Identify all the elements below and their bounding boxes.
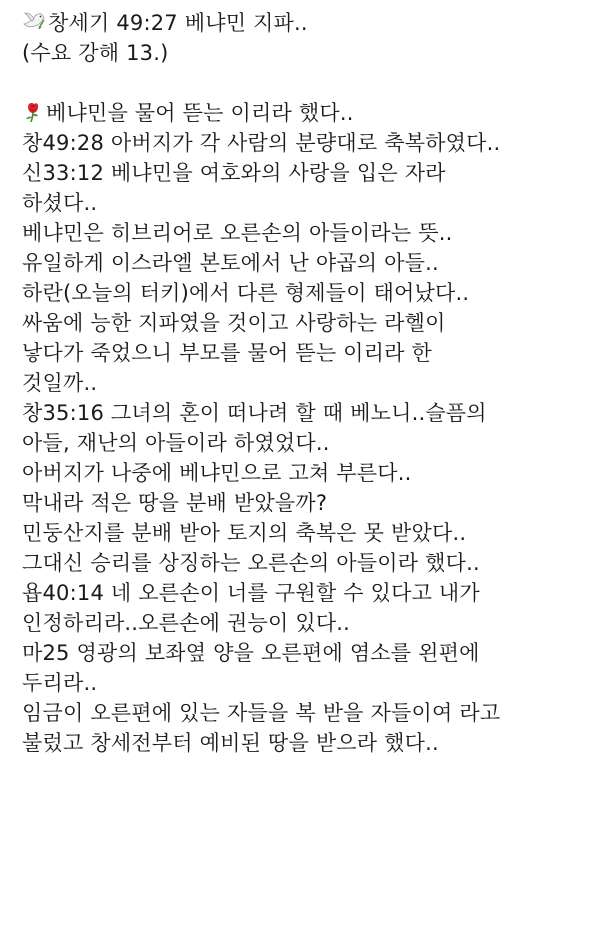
note-line <box>22 698 588 728</box>
note-line <box>22 338 588 368</box>
note-line-text: 욥40:14 네 오른손이 너를 구원할 수 있다고 내가 <box>22 581 480 605</box>
note-line-text: 불렀고 창세전부터 예비된 땅을 받으라 했다.. <box>22 731 439 755</box>
note-line-text: 마25 영광의 보좌옆 양을 오른편에 염소를 왼편에 <box>22 641 480 665</box>
dove-icon <box>22 11 46 33</box>
note-line <box>22 728 588 758</box>
note-line <box>22 668 588 698</box>
note-line <box>22 8 588 38</box>
note-line-text: 낳다가 죽었으니 부모를 물어 뜯는 이리라 한 <box>22 341 432 365</box>
note-line-text: 유일하게 이스라엘 본토에서 난 야곱의 아들.. <box>22 251 439 275</box>
note-line-text: 두리라.. <box>22 671 98 695</box>
note-line <box>22 248 588 278</box>
note-line-text: 민둥산지를 분배 받아 토지의 축복은 못 받았다.. <box>22 521 467 545</box>
note-line-text: 베냐민은 히브리어로 오른손의 아들이라는 뜻.. <box>22 221 453 245</box>
note-line-text: 창35:16 그녀의 혼이 떠나려 할 때 베노니..슬픔의 <box>22 401 487 425</box>
note-line <box>22 368 588 398</box>
note-line <box>22 458 588 488</box>
note-line <box>22 188 588 218</box>
note-line <box>22 548 588 578</box>
note-line-text: 싸움에 능한 지파였을 것이고 사랑하는 라헬이 <box>22 311 446 335</box>
note-line <box>22 38 588 68</box>
note-line-text: 하란(오늘의 터키)에서 다른 형제들이 태어났다.. <box>22 281 470 305</box>
note-line <box>22 518 588 548</box>
note-line-text: 것일까.. <box>22 371 98 395</box>
note-line <box>22 218 588 248</box>
rose-icon <box>22 101 44 123</box>
note-line <box>22 428 588 458</box>
note-line-text: 창세기 49:27 베냐민 지파.. <box>48 11 308 35</box>
note-line-text: 그대신 승리를 상징하는 오른손의 아들이라 했다.. <box>22 551 480 575</box>
note-line-text: 막내라 적은 땅을 분배 받았을까? <box>22 491 328 515</box>
note-line <box>22 68 588 98</box>
note-line <box>22 98 588 128</box>
note-line-text: 신33:12 베냐민을 여호와의 사랑을 입은 자라 <box>22 161 446 185</box>
note-line <box>22 398 588 428</box>
note-line-text: 인정하리라..오른손에 권능이 있다.. <box>22 611 351 635</box>
note-line <box>22 608 588 638</box>
note-line-text: 창49:28 아버지가 각 사람의 분량대로 축복하였다.. <box>22 131 501 155</box>
note-line <box>22 278 588 308</box>
note-line <box>22 128 588 158</box>
note-line <box>22 638 588 668</box>
note-line-text: 임금이 오른편에 있는 자들을 복 받을 자들이여 라고 <box>22 701 501 725</box>
note-line-text: 아들, 재난의 아들이라 하였었다.. <box>22 431 330 455</box>
note-line <box>22 308 588 338</box>
note-line <box>22 158 588 188</box>
note-line-text: (수요 강해 13.) <box>22 41 169 65</box>
note-line <box>22 578 588 608</box>
note-line-text: 아버지가 나중에 베냐민으로 고쳐 부른다.. <box>22 461 412 485</box>
note-line <box>22 488 588 518</box>
note-line-text: 하셨다.. <box>22 191 98 215</box>
note-line-text: 베냐민을 물어 뜯는 이리라 했다.. <box>46 101 354 125</box>
